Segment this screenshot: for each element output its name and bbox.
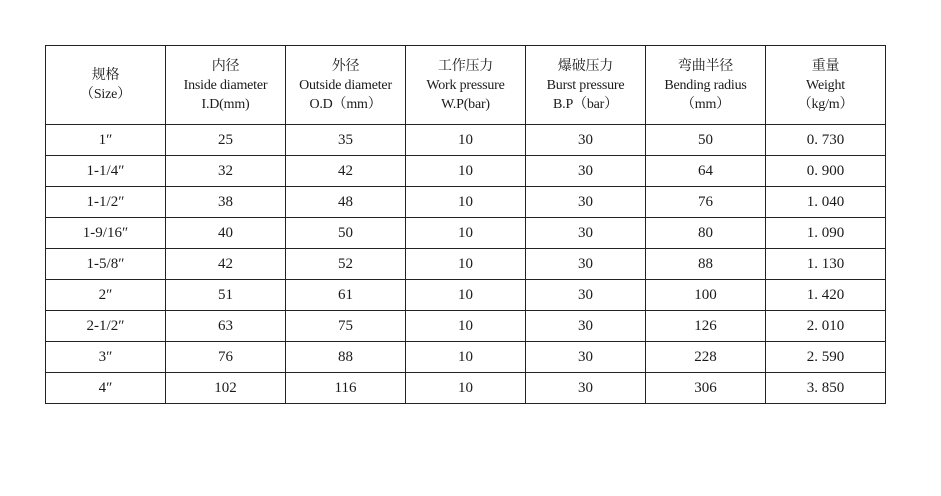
cell-bending-radius: 100 bbox=[646, 280, 766, 311]
cell-weight: 0. 900 bbox=[766, 156, 886, 187]
cell-size: 1-1/2″ bbox=[46, 187, 166, 218]
cell-size: 3″ bbox=[46, 342, 166, 373]
cell-work-pressure: 10 bbox=[406, 218, 526, 249]
header-size-cn: 规格 bbox=[91, 68, 120, 83]
cell-weight: 2. 590 bbox=[766, 342, 886, 373]
cell-work-pressure: 10 bbox=[406, 125, 526, 156]
cell-outside-diameter: 42 bbox=[286, 156, 406, 187]
cell-work-pressure: 10 bbox=[406, 311, 526, 342]
header-inside-diameter-cn: 内径 bbox=[211, 58, 240, 74]
cell-outside-diameter: 50 bbox=[286, 218, 406, 249]
cell-bending-radius: 50 bbox=[646, 125, 766, 156]
header-burst-pressure-en: Burst pressure bbox=[546, 77, 625, 93]
cell-outside-diameter: 88 bbox=[286, 342, 406, 373]
cell-work-pressure: 10 bbox=[406, 280, 526, 311]
cell-inside-diameter: 32 bbox=[166, 156, 286, 187]
cell-inside-diameter: 76 bbox=[166, 342, 286, 373]
cell-weight: 0. 730 bbox=[766, 125, 886, 156]
cell-burst-pressure: 30 bbox=[526, 187, 646, 218]
header-outside-diameter-unit: O.D（mm） bbox=[309, 96, 382, 112]
cell-work-pressure: 10 bbox=[406, 187, 526, 218]
table-header-row bbox=[46, 46, 886, 125]
cell-work-pressure: 10 bbox=[406, 342, 526, 373]
cell-outside-diameter: 116 bbox=[286, 373, 406, 404]
cell-outside-diameter: 35 bbox=[286, 125, 406, 156]
header-outside-diameter bbox=[286, 46, 406, 125]
header-outside-diameter-en: Outside diameter bbox=[299, 77, 392, 93]
table-row bbox=[46, 187, 886, 218]
cell-inside-diameter: 38 bbox=[166, 187, 286, 218]
header-inside-diameter bbox=[166, 46, 286, 125]
header-size bbox=[46, 46, 166, 125]
cell-inside-diameter: 42 bbox=[166, 249, 286, 280]
cell-weight: 1. 420 bbox=[766, 280, 886, 311]
header-burst-pressure-cn: 爆破压力 bbox=[557, 58, 614, 74]
cell-size: 2″ bbox=[46, 280, 166, 311]
cell-bending-radius: 126 bbox=[646, 311, 766, 342]
cell-inside-diameter: 63 bbox=[166, 311, 286, 342]
cell-bending-radius: 76 bbox=[646, 187, 766, 218]
header-burst-pressure-unit: B.P（bar） bbox=[553, 96, 618, 112]
cell-size: 2-1/2″ bbox=[46, 311, 166, 342]
cell-bending-radius: 64 bbox=[646, 156, 766, 187]
cell-outside-diameter: 52 bbox=[286, 249, 406, 280]
table-row bbox=[46, 218, 886, 249]
cell-outside-diameter: 48 bbox=[286, 187, 406, 218]
cell-inside-diameter: 102 bbox=[166, 373, 286, 404]
table-row bbox=[46, 342, 886, 373]
header-work-pressure-cn: 工作压力 bbox=[437, 58, 494, 74]
header-bending-radius-cn: 弯曲半径 bbox=[677, 58, 734, 74]
cell-size: 1-9/16″ bbox=[46, 218, 166, 249]
table-row bbox=[46, 156, 886, 187]
cell-bending-radius: 306 bbox=[646, 373, 766, 404]
table-row bbox=[46, 373, 886, 404]
cell-inside-diameter: 51 bbox=[166, 280, 286, 311]
table-row bbox=[46, 311, 886, 342]
cell-burst-pressure: 30 bbox=[526, 311, 646, 342]
header-work-pressure bbox=[406, 46, 526, 125]
cell-weight: 1. 130 bbox=[766, 249, 886, 280]
table-row bbox=[46, 280, 886, 311]
cell-bending-radius: 228 bbox=[646, 342, 766, 373]
table-row bbox=[46, 249, 886, 280]
cell-size: 4″ bbox=[46, 373, 166, 404]
cell-size: 1″ bbox=[46, 125, 166, 156]
cell-work-pressure: 10 bbox=[406, 249, 526, 280]
cell-outside-diameter: 75 bbox=[286, 311, 406, 342]
cell-work-pressure: 10 bbox=[406, 373, 526, 404]
header-work-pressure-en: Work pressure bbox=[426, 77, 505, 93]
cell-burst-pressure: 30 bbox=[526, 156, 646, 187]
cell-outside-diameter: 61 bbox=[286, 280, 406, 311]
header-inside-diameter-unit: I.D(mm) bbox=[201, 96, 250, 112]
cell-weight: 2. 010 bbox=[766, 311, 886, 342]
header-weight-cn: 重量 bbox=[811, 58, 840, 74]
header-weight bbox=[766, 46, 886, 125]
cell-burst-pressure: 30 bbox=[526, 373, 646, 404]
table-row bbox=[46, 125, 886, 156]
header-outside-diameter-cn: 外径 bbox=[331, 58, 360, 74]
header-inside-diameter-en: Inside diameter bbox=[183, 77, 268, 93]
cell-burst-pressure: 30 bbox=[526, 218, 646, 249]
cell-burst-pressure: 30 bbox=[526, 249, 646, 280]
header-bending-radius-unit: （mm） bbox=[681, 96, 730, 112]
cell-weight: 1. 090 bbox=[766, 218, 886, 249]
header-bending-radius-en: Bending radius bbox=[664, 77, 747, 93]
cell-burst-pressure: 30 bbox=[526, 280, 646, 311]
cell-weight: 3. 850 bbox=[766, 373, 886, 404]
cell-work-pressure: 10 bbox=[406, 156, 526, 187]
header-size-en: （Size） bbox=[80, 87, 131, 102]
cell-size: 1-1/4″ bbox=[46, 156, 166, 187]
header-burst-pressure bbox=[526, 46, 646, 125]
header-work-pressure-unit: W.P(bar) bbox=[441, 96, 490, 112]
hose-specification-table bbox=[45, 45, 886, 404]
cell-inside-diameter: 40 bbox=[166, 218, 286, 249]
cell-inside-diameter: 25 bbox=[166, 125, 286, 156]
cell-burst-pressure: 30 bbox=[526, 125, 646, 156]
header-weight-en: Weight bbox=[806, 77, 845, 93]
header-bending-radius bbox=[646, 46, 766, 125]
header-weight-unit: （kg/m） bbox=[797, 96, 854, 112]
cell-weight: 1. 040 bbox=[766, 187, 886, 218]
cell-bending-radius: 88 bbox=[646, 249, 766, 280]
cell-burst-pressure: 30 bbox=[526, 342, 646, 373]
cell-size: 1-5/8″ bbox=[46, 249, 166, 280]
cell-bending-radius: 80 bbox=[646, 218, 766, 249]
